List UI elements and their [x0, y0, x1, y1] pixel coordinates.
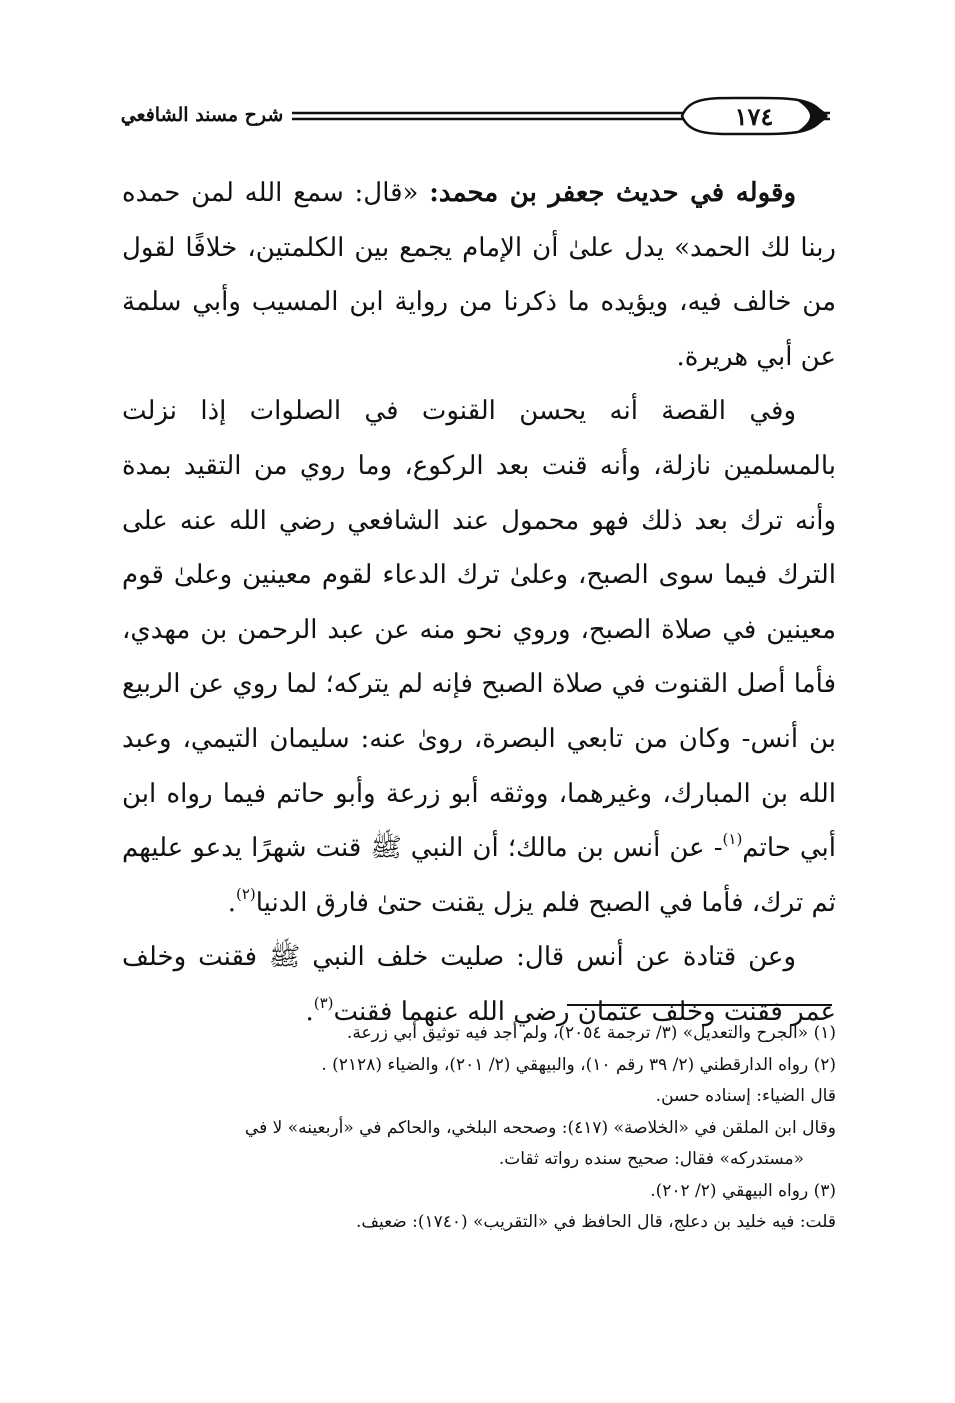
footnote-ref-3[interactable]: (٣)	[313, 993, 334, 1012]
footnote-separator	[567, 1004, 832, 1006]
footnote-3-note: قلت: فيه خليد بن دعلج، قال الحافظ في «التقريب» (١٧٤٠): ضعيف.	[355, 1212, 836, 1232]
footnote-2-note: «مستدركه» فقال: صحيح سنده رواته ثقات.	[498, 1149, 804, 1169]
page-number: ١٧٤	[734, 102, 774, 131]
footnote-2-note: قال الضياء: إسناده حسن.	[655, 1086, 836, 1106]
footnote-2: (٢) رواه الدارقطني (٢/ ٣٩ رقم ١٠)، والبيهقي (٢/ ٢٠١)، والضياء (٢١٢٨) .	[321, 1054, 836, 1075]
paragraph-1	[122, 166, 836, 384]
main-text	[122, 166, 836, 1040]
paragraph-text: وفي القصة أنه يحسن القنوت في الصلوات إذا نزلت بالمسلمين نازلة، وأنه قنت بعد الركوع، وما روي من التقيد بمدة وأنه ترك بعد ذلك فهو محمول عند الشافعي رضي الله عنه على الترك فيما سوى الصبح، وعلىٰ ترك الدعاء لقوم معينين وعلىٰ قوم معينين في صلاة الصبح، وروي نحو منه عن عبد الرحمن بن مهدي، فأما أصل القنوت في صلاة الصبح فإنه لم يتركه؛ لما روي عن الربيع بن أنس- وكان من تابعي البصرة، روىٰ عنه: سليمان التيمي، وعبد الله بن المبارك، وغيرهما، ووثقه أبو زرعة وأبو حاتم فيما رواه ابن أبي حاتم	[122, 396, 836, 864]
paragraph-lead: وقوله في حديث جعفر بن محمد:	[429, 178, 797, 208]
paragraph-text: وعن قتادة عن أنس قال: صليت خلف النبي ﷺ فقنت وخلف عمر فقنت وخلف عثمان رضي الله عنهما فقنت	[122, 942, 836, 1027]
footnote-3: (٣) رواه البيهقي (٢/ ٢٠٢).	[650, 1180, 836, 1201]
page-header	[112, 92, 830, 142]
footnotes	[122, 1018, 836, 1239]
footnote-ref-2[interactable]: (٢)	[235, 884, 256, 903]
paragraph-text: «قال: سمع الله لمن حمده ربنا لك الحمد» يدل علىٰ أن الإمام يجمع بين الكلمتين، خلافًا لقول من خالف فيه، ويؤيده ما ذكرنا من رواية ابن المسيب وأبي سلمة عن أبي هريرة.	[122, 178, 836, 372]
paragraph-end: .	[227, 887, 236, 918]
footnote-ref-1[interactable]: (١)	[722, 830, 743, 849]
paragraph-text: - عن أنس بن مالك؛ أن النبي ﷺ قنت شهرًا يدعو عليهم ثم ترك، فأما في الصبح فلم يزل يقنت حتىٰ فارق الدنيا	[122, 833, 836, 918]
footnote-2-note: وقال ابن الملقن في «الخلاصة» (٤١٧): وصححه البلخي، والحاكم في «أربعينه» لا في	[244, 1117, 836, 1138]
running-title: شرح مسند الشافعي	[112, 98, 292, 132]
paragraph-end: .	[305, 996, 314, 1027]
footnote-1: (١) «الجرح والتعديل» (٣/ ترجمة ٢٠٥٤)، ولم أجد فيه توثيق أبي زرعة.	[346, 1023, 836, 1043]
paragraph-2	[122, 384, 836, 930]
